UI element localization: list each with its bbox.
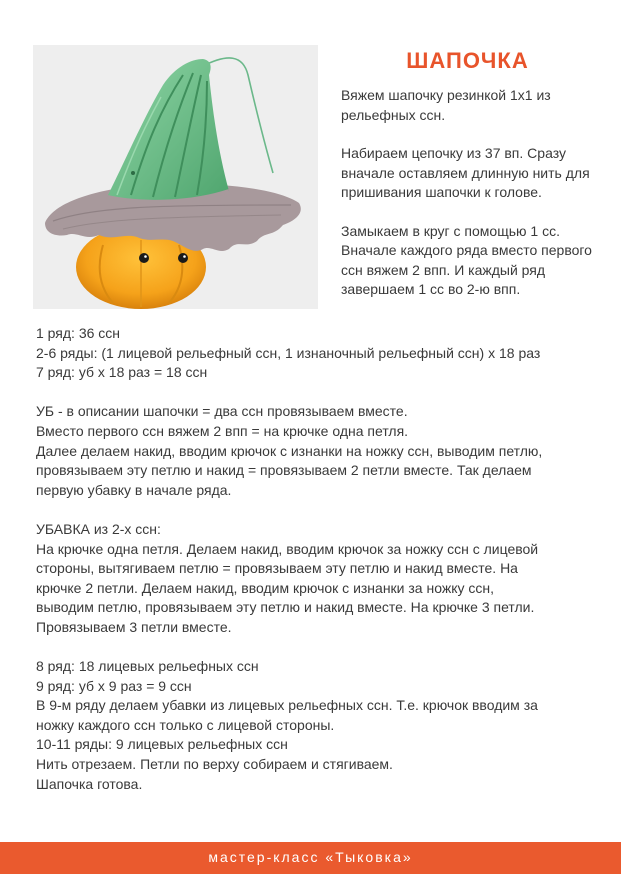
instruction-line: 9 ряд: уб х 9 раз = 9 ссн	[36, 677, 192, 694]
instruction-line: ножку каждого ссн только с лицевой стороны.	[36, 716, 335, 733]
instructions	[36, 324, 596, 814]
intro-text	[341, 86, 603, 319]
rows-8-11-block	[36, 657, 596, 794]
instruction-line: УБАВКА из 2-х ссн:	[36, 520, 161, 537]
page-title: ШАПОЧКА	[406, 48, 529, 73]
footer-banner: мастер-класс «Тыковка»	[0, 842, 621, 874]
instruction-line: 8 ряд: 18 лицевых рельефных ссн	[36, 658, 259, 675]
instruction-line: УБ - в описании шапочки = два ссн провязываем вместе.	[36, 403, 408, 420]
instruction-line: Вместо первого ссн вяжем 2 впп = на крючке одна петля.	[36, 422, 409, 439]
intro-paragraph: Набираем цепочку из 37 вп. Сразу вначале оставляем длинную нить для пришивания шапочки к голове.	[341, 145, 590, 200]
rows-1-7-block	[36, 324, 596, 383]
photo-pumpkin-hat	[33, 45, 318, 309]
instruction-line: Провязываем 3 петли вместе.	[36, 618, 232, 635]
instruction-line: Шапочка готова.	[36, 775, 143, 792]
instruction-line: Нить отрезаем. Петли по верху собираем и стягиваем.	[36, 756, 393, 773]
pumpkin-hat-illustration	[33, 45, 318, 309]
instruction-line: На крючке одна петля. Делаем накид, вводим крючок за ножку ссн с лицевой	[36, 540, 539, 557]
instruction-line: В 9-м ряду делаем убавки из лицевых рельефных ссн. Т.е. крючок вводим за	[36, 697, 538, 714]
instruction-line: 10-11 ряды: 9 лицевых рельефных ссн	[36, 736, 288, 753]
decrease-method-block	[36, 520, 596, 638]
instruction-line: Далее делаем накид, вводим крючок с изнанки на ножку ссн, выводим петлю,	[36, 442, 543, 459]
instruction-line: 1 ряд: 36 ссн	[36, 325, 121, 341]
intro-paragraph: Замыкаем в круг с помощью 1 сс. Вначале каждого ряда вместо первого ссн вяжем 2 впп. И каждый ряд завершаем 1 сс во 2-ю впп.	[341, 222, 592, 297]
instruction-line: крючке 2 петли. Делаем накид, вводим крючок с изнанки за ножку ссн,	[36, 579, 495, 596]
instruction-line: 7 ряд: уб х 18 раз = 18 ссн	[36, 364, 208, 381]
instruction-line: выводим петлю, провязываем эту петлю и накид вместе. На крючке 3 петли.	[36, 599, 535, 616]
instruction-line: 2-6 ряды: (1 лицевой рельефный ссн, 1 изнаночный рельефный ссн) х 18 раз	[36, 344, 541, 361]
instruction-line: провязываем эту петлю и накид = провязываем 2 петли вместе. Так делаем	[36, 462, 532, 479]
instruction-line: первую убавку в начале ряда.	[36, 481, 232, 498]
intro-paragraph: Вяжем шапочку резинкой 1х1 из рельефных ссн.	[341, 87, 551, 123]
instruction-line: стороны, вытягиваем петлю = провязываем эту петлю и накид вместе. На	[36, 560, 518, 577]
decrease-definition-block	[36, 402, 596, 500]
